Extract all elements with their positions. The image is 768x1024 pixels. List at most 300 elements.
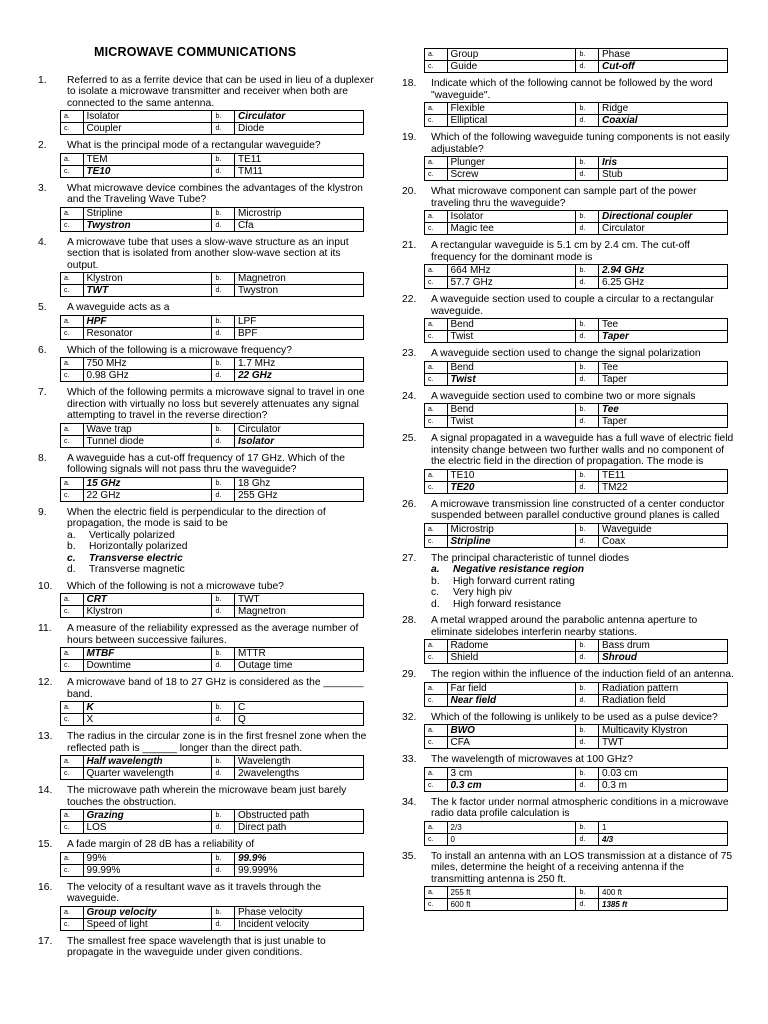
choice-d: Magnetron	[235, 606, 364, 618]
choice-letter: a.	[425, 404, 448, 416]
choice-letter: d.	[576, 694, 599, 706]
choice-letter: a.	[425, 319, 448, 331]
choice-c: 99.99%	[83, 864, 212, 876]
answer-row	[61, 358, 364, 370]
question-item	[38, 623, 374, 677]
choice-b: Phase velocity	[235, 906, 364, 918]
answer-row	[425, 319, 728, 331]
choice-letter: d.	[576, 652, 599, 664]
answer-row	[425, 899, 728, 911]
answer-row	[425, 404, 728, 416]
choice-d: BPF	[235, 327, 364, 339]
choice-c: LOS	[83, 822, 212, 834]
choice-c: 600 ft	[447, 899, 576, 911]
answer-row	[425, 211, 728, 223]
answer-table	[60, 701, 364, 726]
question-text: A rectangular waveguide is 5.1 cm by 2.4 cm. The cut-off frequency for the dominant mode is	[431, 240, 690, 263]
question-item	[38, 677, 374, 731]
question-text: The principal characteristic of tunnel diodes	[431, 552, 630, 564]
choice-a: BWO	[447, 725, 576, 737]
choice-letter: c.	[425, 416, 448, 428]
question-text: Indicate which of the following cannot be followed by the word "waveguide".	[431, 78, 713, 101]
question-number: 22.	[402, 294, 417, 305]
choice-letter: a.	[61, 594, 84, 606]
choice-a: MTBF	[83, 648, 212, 660]
question-item	[38, 581, 374, 624]
choice-b: 99.9%	[235, 852, 364, 864]
choice-d: Coaxial	[599, 115, 728, 127]
question-number: 5.	[38, 302, 47, 313]
question-number: 26.	[402, 498, 417, 510]
choice-d: 22 GHz	[235, 370, 364, 382]
choice-b: Multicavity Klystron	[599, 725, 728, 737]
option-letter: d.	[67, 564, 76, 575]
choice-letter: b.	[576, 469, 599, 481]
question-row	[38, 140, 374, 152]
choice-letter: c.	[61, 660, 84, 672]
answer-table	[60, 755, 364, 780]
question-number: 2.	[38, 140, 47, 151]
choice-letter: d.	[576, 833, 599, 845]
choice-d: Circulator	[599, 223, 728, 235]
question-text: A signal propagated in a waveguide has a full wave of electric field intensity change between two further walls and no component of the electric field in the direction of propagation. The mode is	[431, 433, 734, 467]
choice-b: 400 ft	[599, 887, 728, 899]
option-text: Transverse electric	[89, 552, 183, 564]
choice-letter: b.	[212, 423, 235, 435]
question-number: 29.	[402, 669, 417, 680]
question-number: 7.	[38, 387, 47, 398]
left-column	[38, 0, 374, 964]
choice-c: Near field	[447, 694, 576, 706]
answer-row	[61, 660, 364, 672]
question-row	[402, 391, 737, 403]
answer-row	[61, 273, 364, 285]
choice-a: Microstrip	[447, 523, 576, 535]
choice-d: 4/3	[599, 833, 728, 845]
answer-row	[61, 315, 364, 327]
question-row	[38, 731, 374, 754]
answer-row	[61, 852, 364, 864]
question-item	[402, 294, 737, 348]
question-number: 1.	[38, 74, 47, 86]
option-item	[431, 564, 737, 576]
question-number: 34.	[402, 796, 417, 808]
choice-letter: c.	[61, 327, 84, 339]
choice-letter: c.	[425, 169, 448, 181]
choice-letter: d.	[212, 435, 235, 447]
choice-a: 15 GHz	[83, 477, 212, 489]
question-number: 14.	[38, 785, 53, 796]
answer-row	[425, 115, 728, 127]
choice-c: 0	[447, 833, 576, 845]
choice-c: Klystron	[83, 606, 212, 618]
question-item	[38, 345, 374, 388]
answer-row	[61, 489, 364, 501]
choice-letter: b.	[212, 477, 235, 489]
choice-letter: c.	[61, 435, 84, 447]
question-text: What is the principal mode of a rectangular waveguide?	[67, 140, 321, 151]
choice-a: 3 cm	[447, 767, 576, 779]
option-item	[431, 587, 737, 599]
question-row	[402, 754, 737, 766]
choice-letter: d.	[212, 660, 235, 672]
choice-letter: a.	[61, 648, 84, 660]
choice-letter: d.	[212, 123, 235, 135]
choice-letter: d.	[576, 779, 599, 791]
choice-letter: a.	[61, 273, 84, 285]
choice-letter: c.	[61, 219, 84, 231]
answer-row	[61, 423, 364, 435]
answer-table	[60, 593, 364, 618]
question-number: 18.	[402, 78, 417, 89]
choice-c: Stripline	[447, 535, 576, 547]
choice-letter: a.	[425, 821, 448, 833]
question-text: A waveguide section used to combine two or more signals	[431, 390, 696, 402]
question-number: 23.	[402, 348, 417, 359]
option-letter: b.	[431, 575, 440, 587]
question-text: Which of the following is not a microwave tube?	[67, 580, 284, 592]
choice-letter: d.	[212, 285, 235, 297]
option-item	[67, 541, 374, 553]
choice-c: Guide	[447, 61, 576, 73]
choice-b: Waveguide	[599, 523, 728, 535]
choice-letter: a.	[61, 852, 84, 864]
option-text: Very high piv	[453, 587, 512, 598]
question-text: To install an antenna with an LOS transmission at a distance of 75 miles, determine the height of a receiving antenna if the transmitting antenna is 250 ft.	[431, 850, 733, 885]
question-text: Referred to as a ferrite device that can be used in lieu of a duplexer to isolate a microwave transmitter and receiver when both are connected to the same antenna.	[67, 74, 374, 109]
choice-letter: c.	[425, 833, 448, 845]
option-item	[431, 576, 737, 588]
choice-letter: b.	[576, 767, 599, 779]
answer-row	[425, 223, 728, 235]
choice-letter: a.	[425, 361, 448, 373]
question-number: 4.	[38, 236, 47, 248]
question-item	[402, 240, 737, 294]
choice-b: 18 Ghz	[235, 477, 364, 489]
choice-c: Twist	[447, 373, 576, 385]
choice-a: 750 MHz	[83, 358, 212, 370]
answer-row	[61, 219, 364, 231]
choice-a: 255 ft	[447, 887, 576, 899]
choice-a: Plunger	[447, 157, 576, 169]
choice-letter: a.	[425, 523, 448, 535]
choice-letter: d.	[212, 327, 235, 339]
answer-row	[425, 331, 728, 343]
question-item	[402, 712, 737, 755]
choice-letter: d.	[212, 489, 235, 501]
spacer	[38, 959, 374, 964]
question-item	[38, 839, 374, 882]
question-number: 11.	[38, 623, 52, 634]
question-row	[38, 387, 374, 422]
answer-table	[60, 315, 364, 340]
choice-letter: a.	[61, 810, 84, 822]
question-text: Which of the following is a microwave frequency?	[67, 344, 292, 356]
choice-letter: b.	[576, 265, 599, 277]
choice-b: 2.94 GHz	[599, 265, 728, 277]
choice-letter: a.	[425, 157, 448, 169]
choice-letter: a.	[425, 725, 448, 737]
question-number: 32.	[402, 711, 417, 723]
answer-row	[425, 640, 728, 652]
choice-a: 664 MHz	[447, 265, 576, 277]
question-row	[402, 499, 737, 522]
question-number: 20.	[402, 186, 417, 197]
choice-b: TE11	[599, 469, 728, 481]
choice-letter: a.	[425, 887, 448, 899]
question-item	[38, 731, 374, 785]
answer-row	[425, 481, 728, 493]
choice-a: TE10	[447, 469, 576, 481]
choice-a: Radome	[447, 640, 576, 652]
option-list	[67, 530, 374, 576]
question-row	[38, 345, 374, 357]
choice-c: Elliptical	[447, 115, 576, 127]
question-row	[402, 433, 737, 468]
choice-letter: b.	[576, 523, 599, 535]
choice-letter: c.	[61, 714, 84, 726]
choice-letter: c.	[425, 331, 448, 343]
option-text: Horizontally polarized	[89, 541, 188, 552]
question-text: A microwave band of 18 to 27 GHz is considered as the _______ band.	[67, 677, 364, 700]
question-row	[402, 553, 737, 565]
option-letter: b.	[67, 541, 76, 552]
choice-letter: a.	[425, 682, 448, 694]
choice-c: CFA	[447, 737, 576, 749]
question-item	[402, 754, 737, 797]
choice-d: Diode	[235, 123, 364, 135]
choice-letter: b.	[212, 648, 235, 660]
choice-b: Tee	[599, 404, 728, 416]
answer-table	[60, 906, 364, 931]
answer-table	[60, 357, 364, 382]
answer-row	[425, 49, 728, 61]
question-row	[402, 669, 737, 681]
option-list	[431, 564, 737, 610]
choice-letter: b.	[212, 358, 235, 370]
choice-letter: b.	[212, 153, 235, 165]
choice-d: Twystron	[235, 285, 364, 297]
choice-letter: a.	[425, 767, 448, 779]
answer-table	[424, 403, 728, 428]
question-text: The region within the influence of the induction field of an antenna.	[431, 669, 734, 680]
choice-c: Magic tee	[447, 223, 576, 235]
choice-d: Taper	[599, 416, 728, 428]
choice-c: TWT	[83, 285, 212, 297]
question-item	[38, 75, 374, 141]
page-title: MICROWAVE COMMUNICATIONS	[94, 45, 297, 59]
choice-c: Tunnel diode	[83, 435, 212, 447]
choice-letter: b.	[576, 640, 599, 652]
answer-row	[61, 648, 364, 660]
question-row	[402, 348, 737, 360]
answer-row	[425, 265, 728, 277]
choice-b: Phase	[599, 49, 728, 61]
choice-letter: a.	[425, 469, 448, 481]
answer-table	[424, 682, 728, 707]
choice-d: 99.999%	[235, 864, 364, 876]
choice-c: Speed of light	[83, 918, 212, 930]
question-row	[402, 78, 737, 101]
question-text: A waveguide acts as a	[67, 302, 170, 313]
question-number: 3.	[38, 182, 47, 194]
choice-a: Bend	[447, 319, 576, 331]
answer-table	[424, 821, 728, 846]
choice-letter: a.	[425, 49, 448, 61]
question-row	[38, 936, 374, 959]
answer-row	[425, 157, 728, 169]
question-text: Which of the following is unlikely to be used as a pulse device?	[431, 711, 718, 723]
question-item	[402, 615, 737, 669]
choice-b: 0.03 cm	[599, 767, 728, 779]
choice-letter: d.	[576, 535, 599, 547]
option-letter: a.	[431, 564, 440, 575]
answer-row	[425, 887, 728, 899]
choice-b: TE11	[235, 153, 364, 165]
question-row	[38, 581, 374, 593]
question-number: 25.	[402, 433, 417, 444]
answer-row	[61, 864, 364, 876]
question-item	[38, 237, 374, 303]
choice-letter: b.	[576, 887, 599, 899]
question-item	[38, 453, 374, 507]
option-item	[67, 553, 374, 565]
choice-c: 0.3 cm	[447, 779, 576, 791]
question-row	[38, 302, 374, 314]
choice-letter: c.	[61, 165, 84, 177]
question-row	[402, 797, 737, 820]
choice-d: 2wavelengths	[235, 768, 364, 780]
answer-row	[61, 702, 364, 714]
choice-a: HPF	[83, 315, 212, 327]
choice-a: Stripline	[83, 207, 212, 219]
choice-c: 22 GHz	[83, 489, 212, 501]
option-letter: a.	[67, 529, 76, 541]
choice-c: X	[83, 714, 212, 726]
choice-c: Resonator	[83, 327, 212, 339]
question-number: 33.	[402, 754, 417, 765]
question-text: A waveguide section used to couple a circular to a rectangular waveguide.	[431, 294, 714, 317]
choice-a: Klystron	[83, 273, 212, 285]
choice-letter: d.	[576, 373, 599, 385]
answer-table	[424, 767, 728, 792]
answer-row	[61, 594, 364, 606]
question-item	[402, 797, 737, 851]
choice-letter: b.	[576, 404, 599, 416]
answer-table	[424, 523, 728, 548]
answer-table	[424, 264, 728, 289]
choice-b: LPF	[235, 315, 364, 327]
choice-letter: c.	[61, 768, 84, 780]
choice-b: MTTR	[235, 648, 364, 660]
option-text: High forward resistance	[453, 598, 562, 610]
question-number: 9.	[38, 506, 47, 518]
choice-letter: a.	[61, 702, 84, 714]
choice-c: TE10	[83, 165, 212, 177]
question-text: A microwave transmission line constructed of a center conductor suspended between parallel conductive ground planes is called	[431, 498, 725, 521]
choice-letter: c.	[425, 223, 448, 235]
choice-a: Group velocity	[83, 906, 212, 918]
choice-a: TEM	[83, 153, 212, 165]
answer-table	[424, 639, 728, 664]
choice-a: Grazing	[83, 810, 212, 822]
choice-b: Wavelength	[235, 756, 364, 768]
answer-row	[61, 370, 364, 382]
answer-table	[60, 423, 364, 448]
question-row	[38, 882, 374, 905]
answer-row	[425, 169, 728, 181]
choice-c: Shield	[447, 652, 576, 664]
question-item	[38, 936, 374, 964]
choice-letter: b.	[212, 810, 235, 822]
choice-letter: a.	[425, 640, 448, 652]
choice-letter: d.	[212, 219, 235, 231]
choice-letter: d.	[212, 714, 235, 726]
choice-letter: a.	[61, 207, 84, 219]
choice-letter: d.	[576, 169, 599, 181]
left-question-list	[38, 75, 374, 964]
question-number: 15.	[38, 839, 53, 850]
choice-letter: c.	[425, 373, 448, 385]
choice-letter: b.	[576, 319, 599, 331]
option-text: High forward current rating	[453, 575, 575, 587]
answer-row	[61, 207, 364, 219]
choice-a: Isolator	[447, 211, 576, 223]
question-item	[38, 882, 374, 936]
question-text: Which of the following waveguide tuning components is not easily adjustable?	[431, 132, 730, 155]
choice-b: Microstrip	[235, 207, 364, 219]
spacer	[402, 911, 737, 916]
choice-d: 0.3 m	[599, 779, 728, 791]
choice-letter: b.	[212, 852, 235, 864]
choice-letter: b.	[212, 702, 235, 714]
choice-c: Twystron	[83, 219, 212, 231]
answer-row	[425, 767, 728, 779]
choice-letter: b.	[212, 756, 235, 768]
choice-b: 1.7 MHz	[235, 358, 364, 370]
choice-c: Twist	[447, 416, 576, 428]
choice-a: CRT	[83, 594, 212, 606]
answer-table	[60, 153, 364, 178]
choice-b: Tee	[599, 361, 728, 373]
answer-row	[61, 756, 364, 768]
answer-row	[425, 682, 728, 694]
question-text: The wavelength of microwaves at 100 GHz?	[431, 754, 634, 765]
answer-row	[425, 361, 728, 373]
question-row	[38, 75, 374, 110]
question-text: A fade margin of 28 dB has a reliability of	[67, 839, 255, 850]
question-number: 28.	[402, 615, 417, 626]
answer-row	[425, 277, 728, 289]
choice-letter: c.	[61, 123, 84, 135]
question-number: 8.	[38, 452, 47, 464]
answer-row	[61, 822, 364, 834]
choice-letter: b.	[212, 315, 235, 327]
answer-table	[424, 469, 728, 494]
answer-row	[61, 768, 364, 780]
answer-row	[425, 725, 728, 737]
choice-letter: a.	[61, 906, 84, 918]
choice-letter: c.	[425, 535, 448, 547]
choice-b: 1	[599, 821, 728, 833]
choice-a: 99%	[83, 852, 212, 864]
choice-letter: d.	[212, 864, 235, 876]
choice-letter: d.	[576, 277, 599, 289]
choice-d: TWT	[599, 737, 728, 749]
question-row	[402, 851, 737, 886]
question-text: A waveguide has a cut-off frequency of 17 GHz. Which of the following signals will not pass thru the waveguide?	[67, 452, 345, 475]
answer-table	[424, 210, 728, 235]
